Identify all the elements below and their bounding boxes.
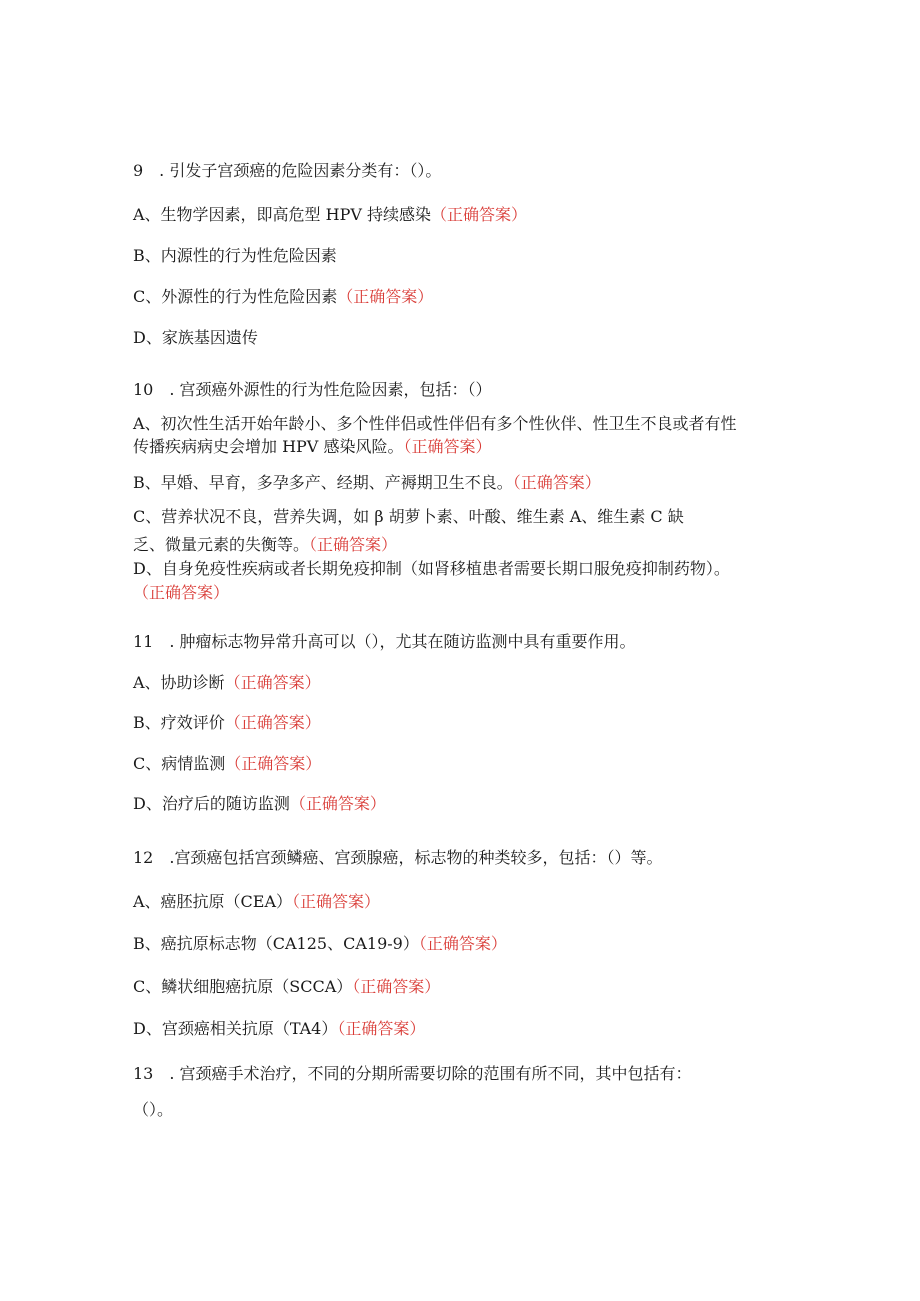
correct-answer-mark: （正确答案） bbox=[418, 934, 507, 953]
q10-option-d-line1: D、自身免疫性疾病或者长期免疫抑制（如肾移植患者需要长期口服免疫抑制药物）。 bbox=[133, 559, 730, 578]
q9-option-c bbox=[133, 287, 433, 307]
q11-stem: 11 . 肿瘤标志物异常升高可以（），尤其在随访监测中具有重要作用。 bbox=[133, 632, 636, 651]
q9-option-b: B、内源性的行为性危险因素 bbox=[133, 246, 337, 265]
q11-option-a bbox=[133, 673, 321, 693]
q12-option-b bbox=[133, 934, 507, 954]
q12-option-c bbox=[133, 977, 440, 997]
option-text: A、协助诊断 bbox=[133, 673, 225, 692]
q10-option-b bbox=[133, 473, 601, 493]
option-text: C、病情监测 bbox=[133, 754, 226, 773]
correct-answer-mark: （正确答案） bbox=[352, 977, 441, 996]
q12-option-d bbox=[133, 1019, 425, 1039]
q13-stem-line2: （）。 bbox=[133, 1100, 174, 1119]
correct-answer-mark: （正确答案） bbox=[337, 287, 434, 306]
correct-answer-mark: （正确答案） bbox=[431, 205, 528, 224]
q10-option-c-line2 bbox=[133, 535, 397, 555]
q10-option-a-line1: A、初次性生活开始年龄小、多个性伴侣或性伴侣有多个性伙伴、性卫生不良或者有性 bbox=[133, 414, 737, 433]
q9-option-d: D、家族基因遗传 bbox=[133, 328, 258, 347]
q11-option-b bbox=[133, 713, 321, 733]
option-text: D、宫颈癌相关抗原（TA4） bbox=[133, 1019, 338, 1038]
correct-answer-mark: （正确答案） bbox=[512, 473, 601, 492]
correct-answer-mark: （正确答案） bbox=[224, 673, 321, 692]
correct-answer-mark: （正确答案） bbox=[309, 535, 398, 554]
q11-option-d bbox=[133, 794, 386, 814]
option-text: A、生物学因素，即高危型 HPV 持续感染 bbox=[133, 205, 432, 224]
correct-answer-mark: （正确答案） bbox=[292, 892, 381, 911]
q10-stem: 10 . 宫颈癌外源性的行为性危险因素，包括：（） bbox=[133, 380, 492, 399]
q12-stem: 12 .宫颈癌包括宫颈鳞癌、宫颈腺癌，标志物的种类较多，包括：（）等。 bbox=[133, 848, 663, 867]
q9-option-a bbox=[133, 205, 527, 225]
correct-answer-mark: （正确答案） bbox=[133, 583, 230, 602]
option-text: D、治疗后的随访监测 bbox=[133, 794, 290, 813]
q10-option-c-line1: C、营养状况不良，营养失调，如 β 胡萝卜素、叶酸、维生素 A、维生素 C 缺 bbox=[133, 507, 684, 526]
q11-option-c bbox=[133, 754, 321, 774]
q13-stem: 13 . 宫颈癌手术治疗，不同的分期所需要切除的范围有所不同，其中包括有： bbox=[133, 1064, 692, 1083]
q10-option-d-line2 bbox=[133, 583, 229, 603]
correct-answer-mark: （正确答案） bbox=[337, 1019, 426, 1038]
option-text: C、鳞状细胞癌抗原（SCCA） bbox=[133, 977, 353, 996]
correct-answer-mark: （正确答案） bbox=[403, 437, 492, 456]
option-text: 传播疾病病史会增加 HPV 感染风险。 bbox=[133, 437, 404, 456]
option-text: A、癌胚抗原（CEA） bbox=[133, 892, 293, 911]
q10-option-a-line2 bbox=[133, 437, 491, 457]
option-text: C、外源性的行为性危险因素 bbox=[133, 287, 338, 306]
correct-answer-mark: （正确答案） bbox=[289, 794, 386, 813]
option-text: 乏、微量元素的失衡等。 bbox=[133, 535, 310, 554]
correct-answer-mark: （正确答案） bbox=[224, 713, 321, 732]
option-text: B、早婚、早育，多孕多产、经期、产褥期卫生不良。 bbox=[133, 473, 513, 492]
q12-option-a bbox=[133, 892, 380, 912]
option-text: B、癌抗原标志物（CA125、CA19-9） bbox=[133, 934, 419, 953]
option-text: B、疗效评价 bbox=[133, 713, 225, 732]
q9-stem: 9 . 引发子宫颈癌的危险因素分类有：（）。 bbox=[133, 161, 442, 180]
correct-answer-mark: （正确答案） bbox=[225, 754, 322, 773]
